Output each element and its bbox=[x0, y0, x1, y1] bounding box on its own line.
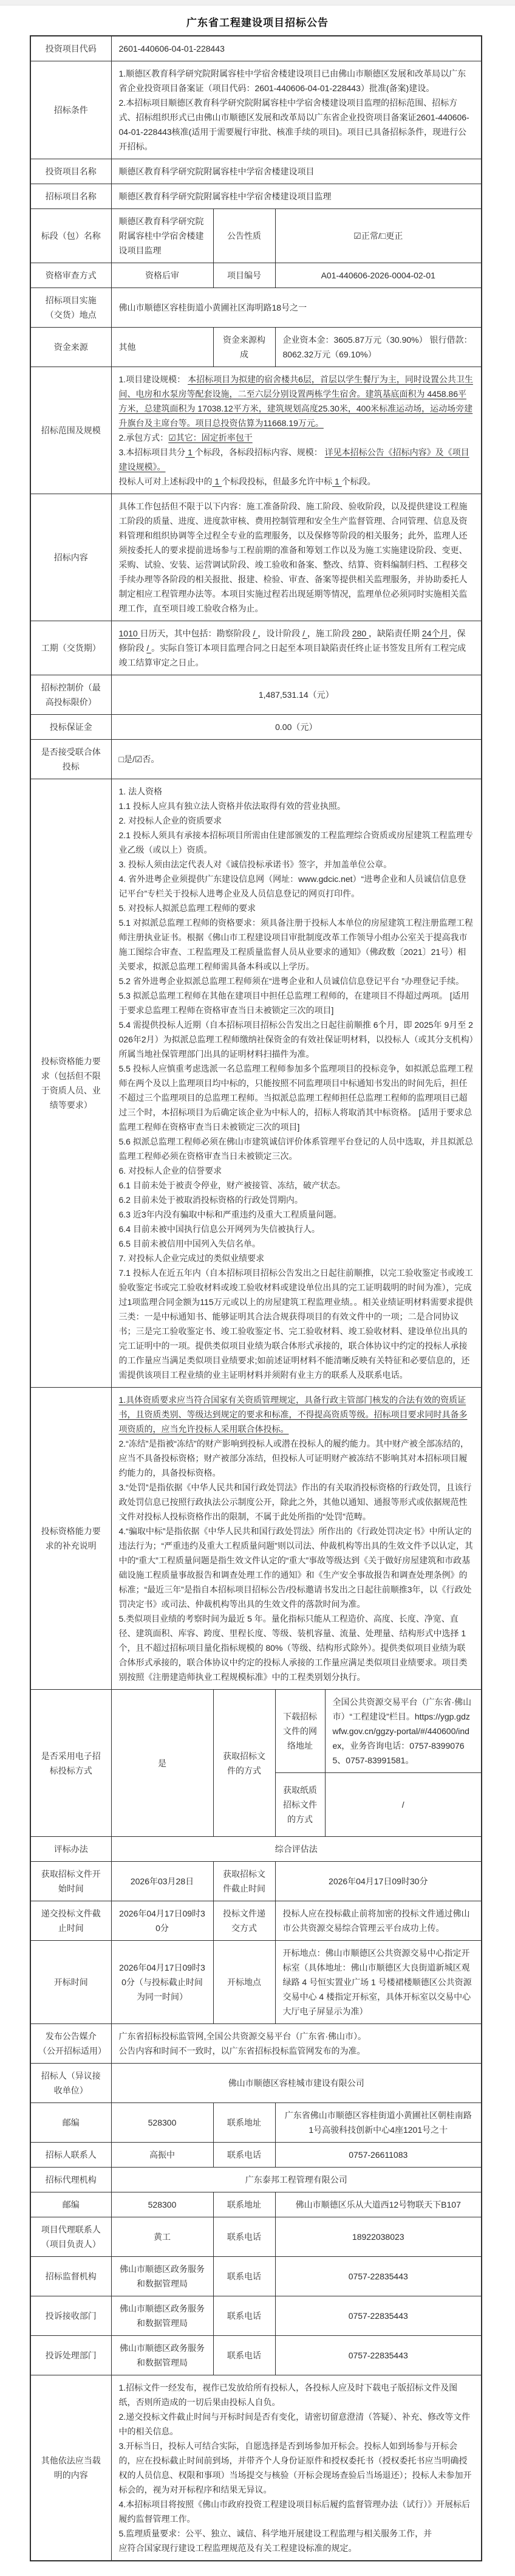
row-label: 招标人（异议接收单位） bbox=[30, 2064, 111, 2103]
paragraph: 投标人应在投标截止前将加密的投标文件通过佛山市公共资源交易综合管理云平台成功上传。 bbox=[282, 1909, 470, 1933]
text: 3.本招标项目共分 bbox=[118, 447, 186, 457]
table-row bbox=[30, 2192, 482, 2217]
underlined-text: 1010 bbox=[118, 629, 140, 638]
table-row bbox=[30, 2336, 482, 2375]
paragraph bbox=[119, 445, 474, 474]
row-label: 招标内容 bbox=[30, 494, 111, 621]
row-value bbox=[111, 675, 482, 715]
paragraph: □是/☑否。 bbox=[118, 754, 160, 764]
table-row bbox=[30, 2103, 482, 2143]
paragraph bbox=[119, 1393, 474, 1436]
row-label: 递交投标文件截止时间 bbox=[30, 1901, 111, 1941]
table-row bbox=[30, 328, 482, 367]
announcement-table-body bbox=[30, 36, 482, 2561]
paragraph: 0757-22835443 bbox=[348, 2271, 408, 2281]
table-row bbox=[30, 2143, 482, 2168]
paragraph: 应符合国家现行建设工程监理规范及有关工程建设标准的规定。 bbox=[118, 2543, 357, 2553]
paragraph: 5.监理质量要求：公平、独立、诚信、科学地开展建设工程监理与相关服务工作，并 bbox=[118, 2529, 432, 2538]
row-value bbox=[111, 621, 482, 675]
table-row bbox=[30, 2257, 482, 2296]
table-row bbox=[30, 209, 482, 263]
paragraph: A01-440606-2026-0004-02-01 bbox=[321, 270, 435, 280]
row-label: 发布公告媒介（公开招标适用） bbox=[30, 2024, 111, 2064]
table-row bbox=[30, 2168, 482, 2192]
paragraph: 528300 bbox=[148, 2118, 177, 2127]
paragraph: 2601-440606-04-01-228443 bbox=[118, 44, 225, 53]
row-value bbox=[111, 740, 482, 779]
text: 个标段，各标段招标内容、规模： bbox=[194, 447, 325, 457]
row-value bbox=[111, 36, 482, 61]
row-value bbox=[111, 367, 482, 494]
paragraph: 5.5 投标人应慎重考虑选派一名总监理工程师参加多个监理项目的投标竞争，如拟派总监理工程师在两个及以上监理项目均中标的，只能按照不同监理项目中标通知书发出的时间先后，担任不超过三个监理项目的总监理工程师。当拟派总监理工程师担任总监理工程师的监理项目已超过三个时，本招标项目为后确定该企业为中标人的，招标人将取消其中标资格。 [适用于要求总监理工程师在资格审查当日未被锁定三次的项目] bbox=[118, 1064, 473, 1132]
row-sublabel: 投标文件递交方式 bbox=[213, 1901, 275, 1941]
row-label: 招标控制价（最高投标限价） bbox=[30, 675, 111, 715]
table-row bbox=[30, 61, 482, 159]
paragraph: 2026年04月17日09时30分 bbox=[329, 1876, 428, 1886]
paragraph: 1,487,531.14（元） bbox=[258, 690, 334, 700]
row-value bbox=[111, 2257, 213, 2296]
row-sublabel: 联系地址 bbox=[213, 2103, 275, 2143]
paragraph: 其他 bbox=[118, 342, 136, 352]
row-value bbox=[111, 494, 482, 621]
row-label: 是否接受联合体投标 bbox=[30, 740, 111, 779]
row-sublabel: 联系电话 bbox=[213, 2296, 275, 2336]
paragraph: 佛山市顺德区容桂街道小黄圃社区海明路18号之一 bbox=[118, 303, 307, 312]
text: ，设计阶段 bbox=[258, 629, 303, 638]
underlined-text: 1.具体资质要求应当符合国家有关资质管理规定，具备行政主管部门核发的合法有效的资质证书，且资质类别、等级达到规定的要求和标准，不得提高资质等级。招标项目要求同时具备多项资质的，应当允许投标人采用联合体投标。 bbox=[118, 1395, 468, 1434]
paragraph: 黄工 bbox=[154, 2232, 171, 2242]
row-value bbox=[111, 2375, 482, 2561]
table-row bbox=[30, 715, 482, 740]
row-value bbox=[111, 1837, 482, 1862]
paragraph: 1.招标文件一经发布，视作已发放给所有投标人，各投标人应及时下载电子版招标文件及图纸，否则所造成的一切后果由投标人自负。 bbox=[118, 2383, 458, 2407]
row-label: 开标时间 bbox=[30, 1941, 111, 2024]
paragraph: 18922038023 bbox=[352, 2232, 404, 2242]
underlined-text: 1 bbox=[332, 477, 342, 486]
text: 日历天，其中包括：勘察阶段 bbox=[140, 629, 253, 638]
row-value bbox=[275, 1901, 482, 1941]
paragraph bbox=[119, 474, 474, 489]
table-row bbox=[30, 494, 482, 621]
row-value bbox=[111, 779, 482, 1388]
paragraph: 6. 对投标人企业的信誉要求 bbox=[118, 1166, 222, 1176]
row-value bbox=[275, 263, 482, 288]
paragraph: 4. 省外进粤企业须提供广东建设信息网（网址：www.gdcic.net）“进粤企业和人员诚信信息登记平台”专栏关于投标人进粤企业及人员信息登记的网页打印件。 bbox=[118, 874, 466, 898]
paragraph: 6.2 目前未处于被取消投标资格的行政处罚期内。 bbox=[118, 1195, 303, 1205]
paragraph: 0757-26611083 bbox=[349, 2150, 408, 2160]
row-label: 其他依法应当载明的内容 bbox=[30, 2375, 111, 2561]
underlined-text: / bbox=[253, 629, 258, 638]
paragraph: 佛山市顺德区政务服务和数据管理局 bbox=[120, 2264, 205, 2288]
table-row bbox=[30, 159, 482, 184]
table-row bbox=[30, 367, 482, 494]
row-value bbox=[275, 2192, 482, 2217]
paragraph: ☑正常/□更正 bbox=[353, 231, 403, 241]
row-label: 招标代理机构 bbox=[30, 2168, 111, 2192]
row-value bbox=[111, 1388, 482, 1690]
table-row bbox=[30, 1862, 482, 1901]
row-value bbox=[111, 1862, 213, 1901]
paragraph: / bbox=[401, 1800, 404, 1810]
table-row bbox=[30, 263, 482, 288]
row-label: 是否采用电子招标投标方式 bbox=[30, 1690, 111, 1837]
paragraph: 6.1 目前未处于被责令停业，财产被接管、冻结，破产状态。 bbox=[118, 1180, 346, 1190]
row-value bbox=[325, 1690, 482, 1773]
paragraph: 4.本招标项目将按照《佛山市政府投资工程建设项目标后履约监督管理办法（试行）》开展标后履约监督管理工作。 bbox=[118, 2499, 471, 2524]
row-label: 获取招标文件开始时间 bbox=[30, 1862, 111, 1901]
table-row bbox=[30, 1837, 482, 1862]
row-label: 投资项目代码 bbox=[30, 36, 111, 61]
text: 个标段。 bbox=[341, 477, 376, 486]
row-label: 邮编 bbox=[30, 2192, 111, 2217]
paragraph: 7.1 投标人在近五年内（自本招标项目招标公告发出之日起往前顺推，以完工验收鉴定书或竣工验收鉴定书或完工验收材料或竣工验收材料或建设单位出具的完工证明载明的时间为准），完成过1项监理合同金额为115万元或以上的房屋建筑工程监理业绩。。相关业绩证明材料需要求提供三类：一是中标通知书、能够证明其合法合规获得项目的有效文件中的一项；二是合同协议书；三是完工验收鉴定书、竣工验收鉴定书、完工验收材料、竣工验收材料、建设单位出具的完工证明中的一项。提供类似项目业绩为联合体形式承接的，联合体协议中约定的投标人承接的工作量应当满足类似项目业绩要求;如前述证明材料不能清晰反映有关特征和必要信息的，还需提供该项目工程业绩的业主证明材料并须附有业主方的联系人及联系电话。 bbox=[118, 1268, 473, 1380]
paragraph: 7. 对投标人企业完成过的类似业绩要求 bbox=[118, 1253, 265, 1263]
paragraph: 顺德区教育科学研究院附属容桂中学宿舍楼建设项目 bbox=[118, 167, 315, 176]
paragraph: 2026年03月28日 bbox=[130, 1876, 194, 1886]
table-row bbox=[30, 1941, 482, 2024]
row-value bbox=[111, 2336, 213, 2375]
table-row bbox=[30, 675, 482, 715]
row-label: 投标资格能力要求的补充说明 bbox=[30, 1388, 111, 1690]
underlined-text: 1 bbox=[212, 477, 222, 486]
row-label: 项目代理联系人（项目负责人） bbox=[30, 2217, 111, 2257]
paragraph: 0757-22835443 bbox=[348, 2311, 408, 2321]
paragraph: 佛山市顺德区乐从大道西12号物联天下B107 bbox=[295, 2200, 461, 2209]
top-strip bbox=[0, 0, 515, 5]
paragraph: 1. 法人资格 bbox=[118, 787, 163, 796]
paragraph: 5. 对投标人拟派总监理工程师的要求 bbox=[118, 903, 256, 913]
underlined-text: 24个月 bbox=[421, 629, 449, 638]
row-sublabel: 获取招标文件截止时间 bbox=[213, 1862, 275, 1901]
text: 2.承包方式： bbox=[118, 433, 169, 443]
paragraph: 资格后审 bbox=[145, 270, 179, 280]
row-sublabel: 公告性质 bbox=[213, 209, 275, 263]
underlined-text: 280 bbox=[352, 629, 369, 638]
row-value bbox=[111, 328, 213, 367]
paragraph: 佛山市顺德区政务服务和数据管理局 bbox=[120, 2343, 205, 2368]
text: ，缺陷责任期 bbox=[369, 629, 422, 638]
paragraph bbox=[119, 430, 474, 445]
paragraph: 5.6 拟派总监理工程师必须在佛山市建筑诚信评价体系管理平台登记的人员中选取，并且拟派总监理工程师必须在资格审查当日未被锁定三次。 bbox=[118, 1137, 473, 1161]
row-sublabel: 下载招标文件的网络地址 bbox=[275, 1690, 325, 1773]
paragraph: 5.类似项目业绩的考察时间为最近 5 年。量化指标只能从工程造价、高度、长度、净宽、直径、建筑面积、库容、跨度、里程长度、等级、装机容量、流量、处理量、结构形式中选择 1 个，且不超过招标项目量化指标规模的 80%（等级、结构形式除外）。提供类似项目业绩为联合体形式承接的，联合体协议中约定的投标人承接的工作量应满足类似项目业绩要求。项目类别按照《注册建造师执业工程规模标准》中的工程类别划分执行。 bbox=[118, 1614, 468, 1682]
underlined-text: ☑其它：固定折率包干 bbox=[168, 433, 253, 443]
row-label: 邮编 bbox=[30, 2103, 111, 2143]
row-sublabel: 联系电话 bbox=[213, 2143, 275, 2168]
row-value bbox=[275, 1862, 482, 1901]
paragraph: 广东省招标投标监管网,全国公共资源交易平台（广东省·佛山市）。 bbox=[118, 2031, 367, 2041]
row-value bbox=[275, 2296, 482, 2336]
row-sublabel: 获取纸质招标文件的方式 bbox=[275, 1773, 325, 1837]
row-label: 招标人联系人 bbox=[30, 2143, 111, 2168]
row-value bbox=[111, 159, 482, 184]
underlined-text: 详见本招标公告《招标内容》及《项目建设规模》。 bbox=[118, 447, 469, 472]
row-value bbox=[111, 288, 482, 328]
paragraph: 2026年04月17日09时30分（与投标截止时间为同一时间） bbox=[119, 1963, 205, 2002]
row-value bbox=[275, 2257, 482, 2296]
row-value bbox=[111, 2103, 213, 2143]
table-row bbox=[30, 2217, 482, 2257]
paragraph: 528300 bbox=[148, 2200, 177, 2209]
row-label: 投标资格能力要求（包括但不限于资质人员、业绩等要求） bbox=[30, 779, 111, 1388]
paragraph: 5.3 拟派总监理工程师在其他在建项目中担任总监理工程师的，在建项目不得超过两项。 [适用于要求总监理工程师在资格审查当日未被锁定三次的项目] bbox=[118, 991, 469, 1015]
row-sublabel: 开标地点 bbox=[213, 1941, 275, 2024]
row-value bbox=[275, 2217, 482, 2257]
paragraph: 6.3 近3年内没有骗取中标和严重违约及重大工程质量问题。 bbox=[118, 1210, 342, 1219]
table-row bbox=[30, 2024, 482, 2064]
paragraph: 开标地点：佛山市顺德区公共资源交易中心指定开标室（具体地址：佛山市顺德区大良街道新城区观绿路 4 号恒实置业广场 1 号楼裙楼顺德区公共资源交易中心 4 楼指定开标室，具体开标室以交易中心大厅电子屏显示为准） bbox=[282, 1948, 472, 2016]
table-row bbox=[30, 740, 482, 779]
table-row bbox=[30, 1690, 482, 1773]
paragraph: 5.1 对拟派总监理工程师的资格要求：须具备注册于投标人本单位的房屋建筑工程注册监理工程师注册执业证书。根据《佛山市工程建设项目审批制度改革工作领导小组办公室关于提高我市施工图综合审查、工程监理及工程质量监督人员从业要求的通知》（佛政数〔2021〕21号）相关要求，拟派总监理工程师需具备本科或以上学历。 bbox=[118, 918, 473, 971]
row-value bbox=[275, 209, 482, 263]
row-value bbox=[275, 2336, 482, 2375]
table-row bbox=[30, 779, 482, 1388]
row-value bbox=[111, 263, 213, 288]
paragraph: 综合评估法 bbox=[275, 1844, 318, 1854]
paragraph: 6.4 目前未被中国执行信息公开网列为失信被执行人。 bbox=[118, 1224, 320, 1234]
text: 投标人可对上述标段中的 bbox=[118, 477, 213, 486]
table-row bbox=[30, 2375, 482, 2561]
underlined-text: 1 bbox=[185, 447, 195, 457]
row-value bbox=[111, 2168, 482, 2192]
paragraph: 1.顺德区教育科学研究院附属容桂中学宿舍楼建设项目已由佛山市顺德区发展和改革局以广东省企业投资项目备案证（项目代码：2601-440606-04-01-228443）批准(备案)建设。 bbox=[118, 69, 466, 93]
table-row bbox=[30, 288, 482, 328]
announcement-table bbox=[30, 35, 482, 2561]
paragraph: 3. 投标人须由法定代表人对《诚信投标承诺书》签字，并加盖单位公章。 bbox=[118, 859, 392, 869]
paragraph: 2.1 投标人须具有承接本招标项目所需由住建部颁发的工程监理综合资质或房屋建筑工程监理专业乙级（或以上）资质。 bbox=[118, 830, 473, 855]
page-title: 广东省工程建设项目招标公告 bbox=[186, 17, 329, 29]
paragraph: 2.本招标项目顺德区教育科学研究院附属容桂中学宿舍楼建设项目监理的招标范围、招标方式、招标组织形式已由佛山市顺德区发展和改革局以广东省企业投资项目备案证2601-440606-04-01-228443核准(适用于需要履行审批、核准手续的项目)。项目已具备招标条件，现进行公开招标。 bbox=[118, 98, 469, 151]
table-row bbox=[30, 184, 482, 209]
paragraph: 5.2 省外进粤企业拟派总监理工程师须在“进粤企业和人员诚信信息登记平台 ”办理登记手续。 bbox=[118, 976, 465, 986]
row-label: 投诉处理部门 bbox=[30, 2336, 111, 2375]
paragraph: 2.“冻结”是指被“冻结”的财产影响到投标人或潜在投标人的履约能力。其中财产被全部冻结的，应当不具备投标资格；财产被部分冻结，但投标人可证明财产被冻结不影响其对本招标项目履约能力的，具备投标资格。 bbox=[118, 1439, 469, 1478]
row-sublabel: 项目编号 bbox=[213, 263, 275, 288]
paragraph bbox=[119, 626, 474, 670]
row-label: 投资项目名称 bbox=[30, 159, 111, 184]
row-sublabel: 联系电话 bbox=[213, 2257, 275, 2296]
paragraph: 佛山市顺德区容桂城市建设有限公司 bbox=[228, 2078, 364, 2088]
paragraph: 1.1 投标人应具有独立法人资格并依法取得有效的营业执照。 bbox=[118, 801, 346, 811]
row-label: 投标保证金 bbox=[30, 715, 111, 740]
paragraph: 2.递交投标文件截止时间与开标时间是否有变化，请密切留意澄清（答疑）、补充、修改等文件中的相关信息。 bbox=[118, 2412, 471, 2436]
row-label: 招标条件 bbox=[30, 61, 111, 159]
table-row bbox=[30, 621, 482, 675]
row-value bbox=[111, 2064, 482, 2103]
row-value bbox=[275, 2103, 482, 2143]
row-value bbox=[111, 2192, 213, 2217]
text: ，施工阶段 bbox=[307, 629, 352, 638]
row-value bbox=[111, 715, 482, 740]
underlined-text: / bbox=[302, 629, 307, 638]
row-value bbox=[111, 1901, 213, 1941]
text: 个标段投标，但最多允许中标 bbox=[222, 477, 333, 486]
row-label: 评标办法 bbox=[30, 1837, 111, 1862]
row-label: 资格审查方式 bbox=[30, 263, 111, 288]
paragraph: 3.开标当日，投标人可结合实际，自愿选择是否到场参加开标会。投标人如到场参与开标会的，应在投标截止时间前到场，并带齐个人身份证原件和授权委托书（授权委托书应当明确授权的人员信息、权限和事项）当场提交与核验（开标会现场查验后当场退还）；投标人未参加开标会的，视为对开标程序和结果无异议。 bbox=[118, 2441, 472, 2495]
text: 1.项目建设规模： bbox=[118, 374, 188, 384]
row-value bbox=[275, 1941, 482, 2024]
paragraph: 企业资本金：3605.87万元（30.90%） 银行借款：8062.32万元（69.10%） bbox=[282, 335, 472, 359]
paragraph: 佛山市顺德区政务服务和数据管理局 bbox=[120, 2304, 205, 2328]
row-label: 标段（包）名称 bbox=[30, 209, 111, 263]
row-value bbox=[111, 184, 482, 209]
row-value: 是 bbox=[111, 1690, 213, 1837]
paragraph: 高振中 bbox=[149, 2150, 175, 2160]
paragraph: 具体工作包括但不限于以下内容：施工准备阶段、施工阶段、验收阶段，以及提供建设工程施工阶段的质量、进度、进度款审核、费用控制管理和安全生产监督管理、合同管理、信息及资料管理和组织协调等全过程全专业的监理服务，以及保修等阶段的相关服务；此外，监理人还须按委托人的要求提前进场参与工程前期的准备和筹划工作以及为施工实施建设阶段、变更、采购、试验、安装、运营调试阶段、竣工验收和备案、整改、结算、资料编制归档、工程移交手续办理等各阶段的相关报批、报建、检验、审查、备案等提供相关监理服务，并协助委托人制定相应工程管理办法等。本项目实施过程若出现延期等情况，监理单位必须同时实施相关监理工作，直至项目竣工验收合格为止。 bbox=[118, 501, 468, 613]
row-value bbox=[325, 1773, 482, 1837]
text: 。实际自签订本项目监理合同之日起至本项目缺陷责任终止证书签发且所有工程完成竣工结算审定之日止。 bbox=[118, 643, 466, 667]
paragraph: 顺德区教育科学研究院附属容桂中学宿舍楼建设项目监理 bbox=[118, 191, 332, 201]
row-label: 工期（交货期） bbox=[30, 621, 111, 675]
row-value bbox=[111, 2143, 213, 2168]
row-value bbox=[111, 209, 213, 263]
row-value bbox=[111, 1941, 213, 2024]
text: ，保修阶段 bbox=[118, 629, 466, 653]
table-row bbox=[30, 2064, 482, 2103]
row-label: 投诉接收部门 bbox=[30, 2296, 111, 2336]
row-label: 资金来源 bbox=[30, 328, 111, 367]
row-label: 招标项目名称 bbox=[30, 184, 111, 209]
paragraph: 2026年04月17日09时30分 bbox=[119, 1909, 205, 1933]
paragraph: 广东省佛山市顺德区容桂街道小黄圃社区朝桂南路1号高骏科技创新中心4座1201号之十 bbox=[284, 2110, 472, 2135]
row-sublabel: 联系电话 bbox=[213, 2217, 275, 2257]
paragraph: 4.“骗取中标”是指依据《中华人民共和国行政处罚法》所作出的《行政处罚决定书》中所认定的违法行为；“严重违约及重大工程质量问题”则以司法、仲裁机构等出具的生效文件予以认定，其中的“重大”工程质量问题是指生效文件认定的“重大”事故等级达到《关于做好房屋建筑和市政基础设施工程质量事故报告和调查处理工作的通知》和《生产安全事故报告和调查处理条例》的标准；“最近三年”是指自本招标项目招标公告/投标邀请书发出之日起往前顺推3年，以《行政处罚决定书》或司法、仲裁机构等出具的生效文件的落款时间为准。 bbox=[118, 1526, 473, 1609]
paragraph: 3.“处罚”是指依据《中华人民共和国行政处罚法》作出的有关取消投标资格的行政处罚，且该行政处罚信息已按照行政执法公示制度公开，除此之外，其他以通知、通报等形式或依据规范性文件对投标人投标资格作出的限制，不属于此处所指的“处罚”范畴。 bbox=[118, 1483, 472, 1521]
paragraph: 公告内容和时间不一致时，以广东省招标投标监管网发布的为准。 bbox=[118, 2046, 366, 2056]
paragraph: 2. 对投标人企业的资质要求 bbox=[118, 816, 222, 825]
paragraph: 6.5 目前未被信用中国列入失信名单。 bbox=[118, 1239, 261, 1248]
table-row bbox=[30, 1388, 482, 1690]
row-sublabel: 联系电话 bbox=[213, 2336, 275, 2375]
row-sublabel: 获取招标文件的方式 bbox=[213, 1690, 275, 1837]
row-value bbox=[111, 61, 482, 159]
paragraph: 全国公共资源交易平台（广东省·佛山市）“工程建设”栏目。https://ygp.gdzwfw.gov.cn/ggzy-portal/#/440600/index，业务咨询电话：0757-83990765、0757-83991581。 bbox=[332, 1697, 472, 1765]
row-value bbox=[111, 2296, 213, 2336]
paragraph bbox=[119, 372, 474, 430]
row-label: 招标范围及规模 bbox=[30, 367, 111, 494]
row-value bbox=[111, 2024, 482, 2064]
paragraph: 0757-22835443 bbox=[348, 2350, 408, 2360]
row-value bbox=[275, 328, 482, 367]
row-label: 招标项目实施（交货）地点 bbox=[30, 288, 111, 328]
paragraph: 0.00（元） bbox=[275, 722, 318, 732]
paragraph: 5.4 需提供投标人近期（自本招标项目招标公告发出之日起往前顺推 6个月，即 2025年 9月至 2026年2月）为拟派总监理工程师缴纳社保资金的有效社保证明材料，以投标人（或其分支机构）所属当地社保管理部门出具的证明材料扫描件为准。 bbox=[118, 1020, 474, 1059]
underlined-text: / bbox=[146, 643, 152, 653]
underlined-text: 本招标项目为拟建的宿舍楼共6层，首层以学生餐厅为主，同时设置公共卫生间、电房和水泵房等配套设施，二至六层分别设置两栋学生宿舍。建筑基底面积为 4458.86平方米，总建筑面积为 17038.12平方米，建筑规划高度25.30米，400米标准运动场，运动场旁建升旗台及主席台等。项目总投资估算为11668.19万元。 bbox=[118, 374, 473, 428]
paragraph: 顺德区教育科学研究院附属容桂中学宿舍楼建设项目监理 bbox=[118, 216, 204, 255]
row-label: 招标监督机构 bbox=[30, 2257, 111, 2296]
row-value bbox=[111, 2217, 213, 2257]
table-row bbox=[30, 2296, 482, 2336]
row-value bbox=[275, 2143, 482, 2168]
row-sublabel: 联系地址 bbox=[213, 2192, 275, 2217]
paragraph: 广东泰邦工程管理有限公司 bbox=[245, 2175, 347, 2185]
table-row bbox=[30, 36, 482, 61]
table-row bbox=[30, 1901, 482, 1941]
row-sublabel: 资金来源构成 bbox=[213, 328, 275, 367]
